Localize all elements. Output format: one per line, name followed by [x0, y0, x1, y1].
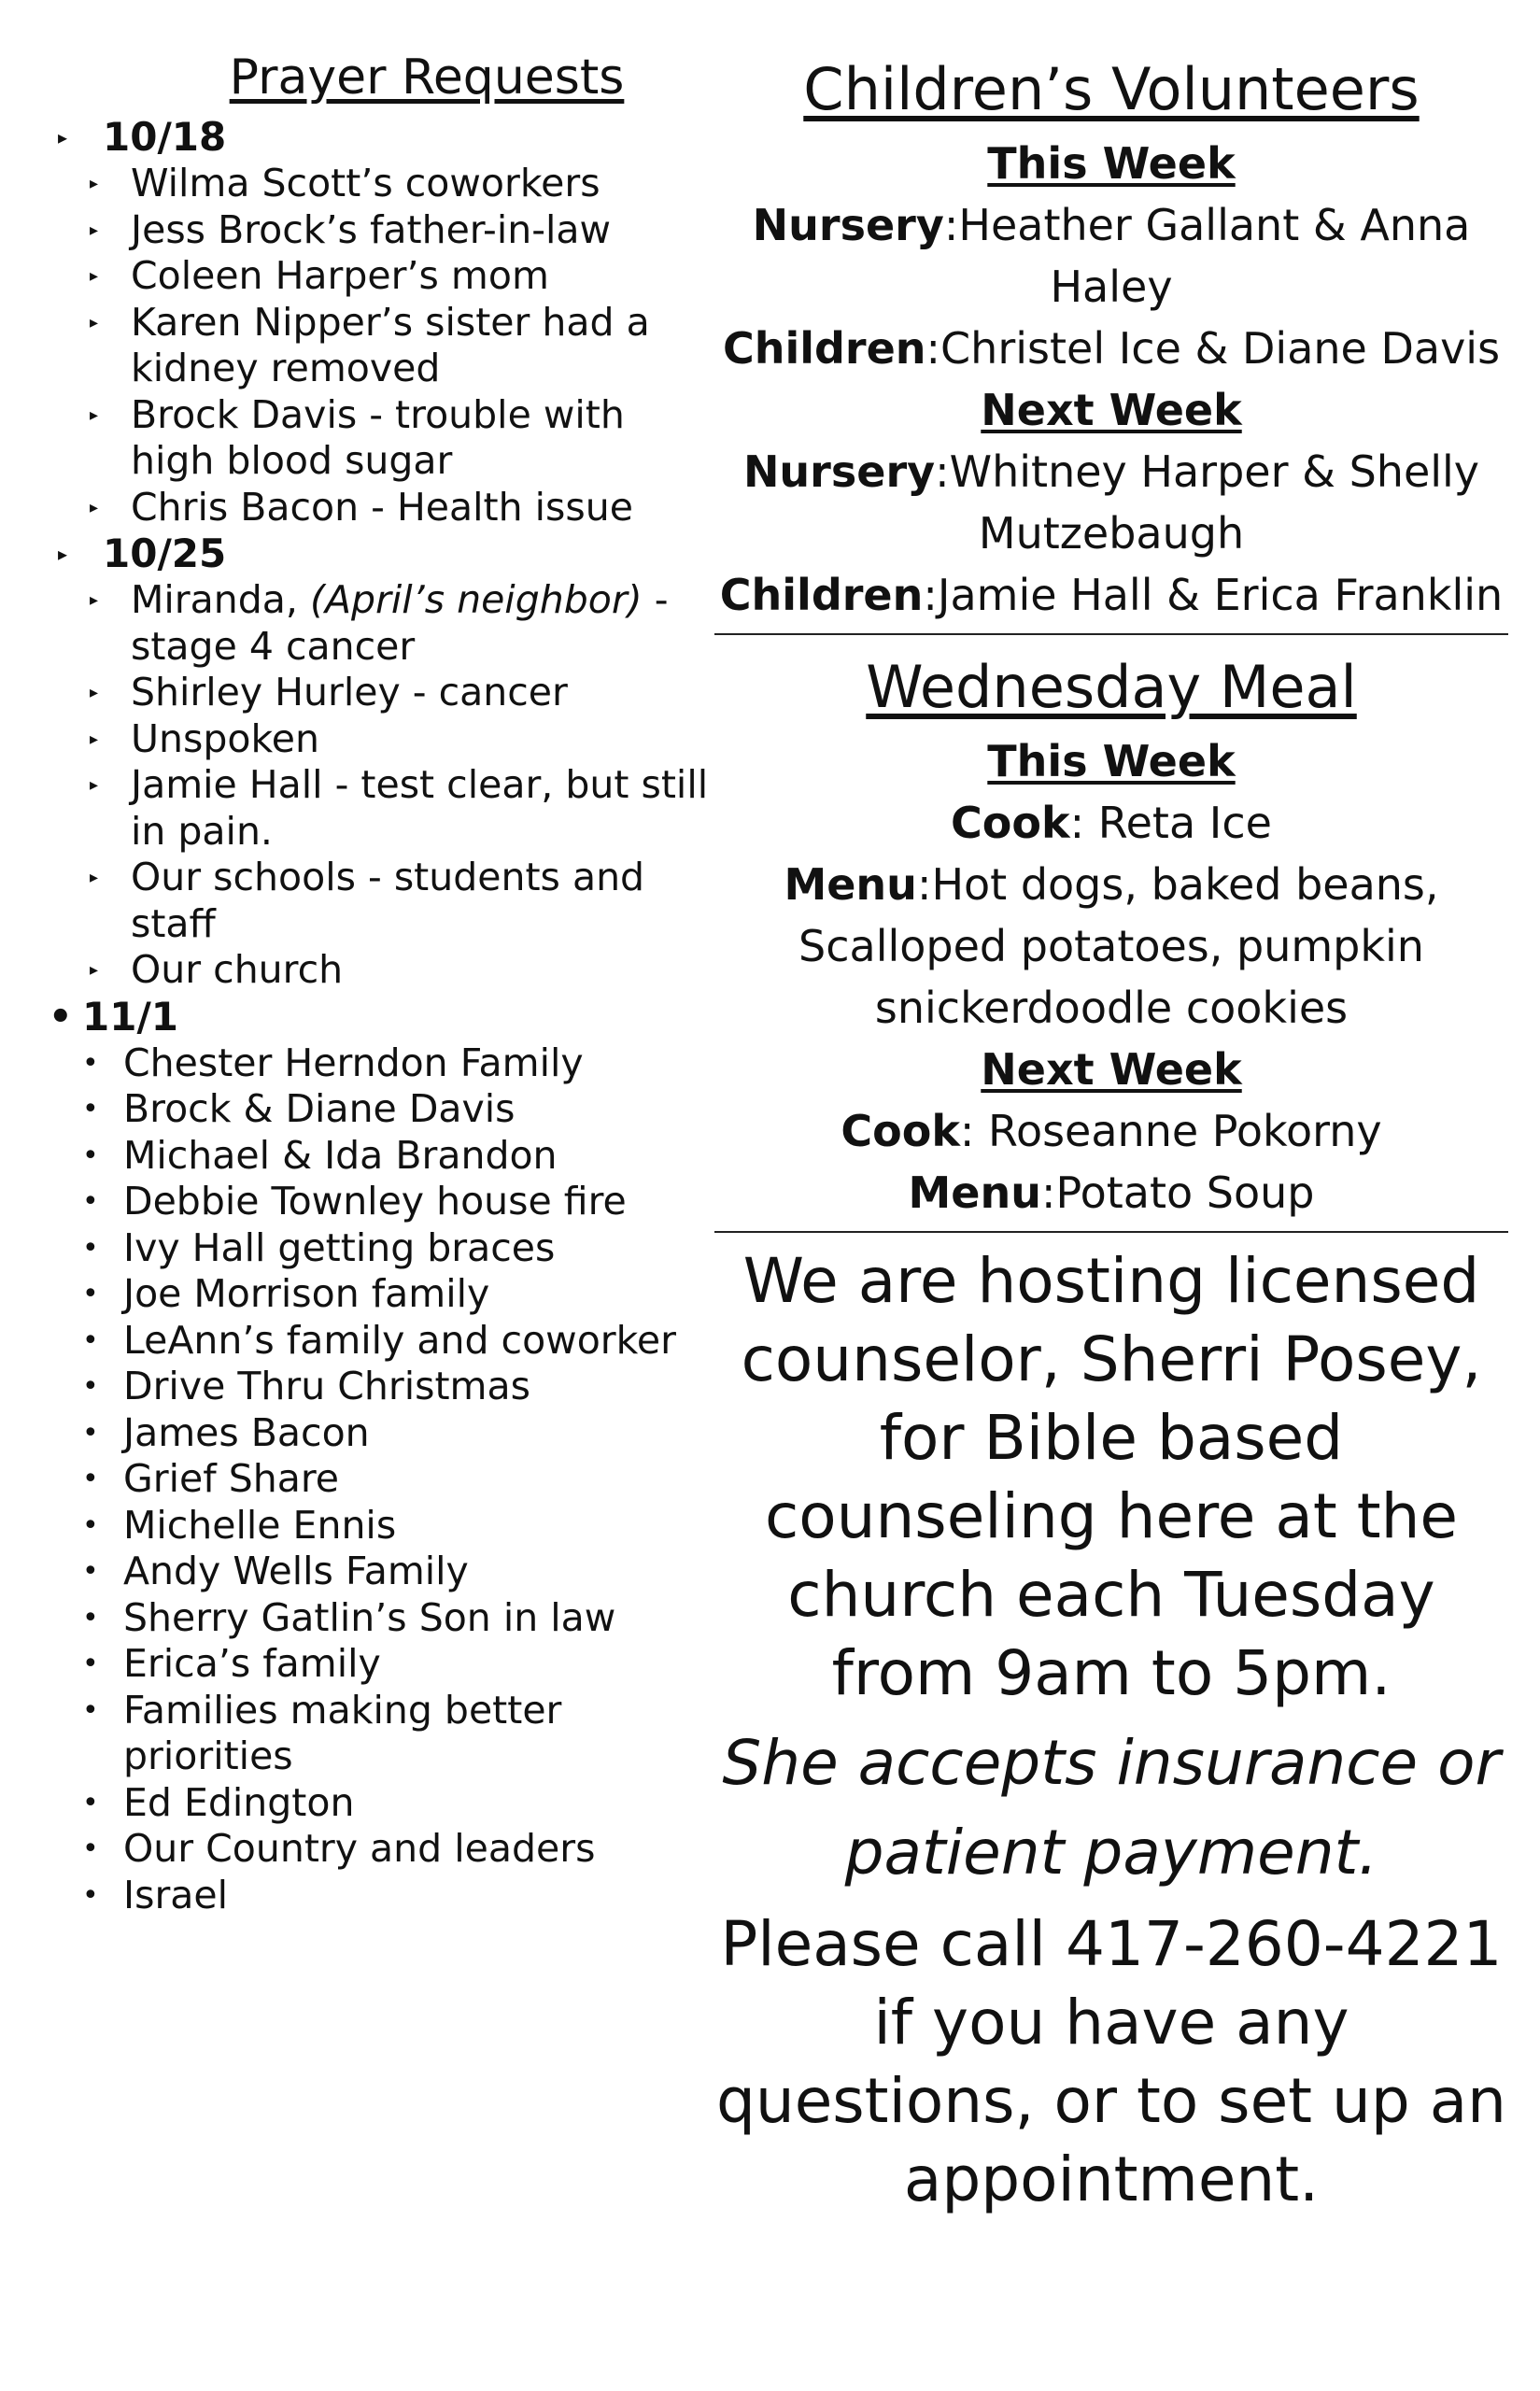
triangle-bullet-icon: ▸ [90, 775, 99, 795]
list-item: ▸ Miranda, (April’s neighbor) - stage 4 cancer [49, 577, 712, 670]
list-item: • Sherry Gatlin’s Son in law [49, 1595, 712, 1642]
children-this-week: Children:Christel Ice & Diane Davis [722, 323, 1501, 374]
list-item: • Israel [49, 1873, 712, 1919]
menu-next-week: Menu:Potato Soup [908, 1167, 1315, 1218]
triangle-bullet-icon: ▸ [90, 404, 99, 425]
prayer-group-11-1 [49, 994, 712, 1919]
bullet-icon: • [82, 1278, 99, 1310]
triangle-bullet-icon: ▸ [90, 590, 99, 610]
list-item: • LeAnn’s family and coworker [49, 1318, 712, 1365]
list-item: • Ivy Hall getting braces [49, 1225, 712, 1272]
counseling-contact: Please call 417-260-4221 if you have any questions, or to set up an appointment. [715, 1908, 1507, 2215]
counseling-insurance: She accepts insurance or patient payment. [722, 1727, 1501, 1889]
next-week-heading: Next Week [981, 1044, 1242, 1095]
triangle-bullet-icon: ▸ [90, 266, 99, 286]
nursery-next-week: Nursery:Whitney Harper & Shelly Mutzebaugh [742, 446, 1480, 559]
bullet-icon: • [82, 1046, 99, 1080]
cook-next-week: Cook: Roseanne Pokorny [841, 1106, 1382, 1156]
list-item: • Brock & Diane Davis [49, 1086, 712, 1133]
cook-this-week: Cook: Reta Ice [951, 798, 1272, 848]
list-item: • Ed Edington [49, 1780, 712, 1827]
bullet-icon: • [82, 1370, 99, 1403]
bullet-icon: • [82, 1555, 99, 1588]
bullet-icon: • [82, 1508, 99, 1542]
prayer-requests-section [49, 47, 712, 1918]
bullet-icon: • [82, 1231, 99, 1265]
menu-this-week: Menu:Hot dogs, baked beans, Scalloped potatoes, pumpkin snickerdoodle cookies [784, 859, 1439, 1033]
list-item: • Debbie Townley house fire [49, 1179, 712, 1225]
wednesday-meal-section [714, 644, 1508, 1224]
this-week-heading: This Week [987, 138, 1236, 189]
list-item: • Andy Wells Family [49, 1549, 712, 1595]
list-item: • Joe Morrison family [49, 1271, 712, 1318]
list-item: ▸ Our schools - students and staff [49, 855, 712, 947]
section-divider [714, 1231, 1508, 1233]
list-item: ▸ Shirley Hurley - cancer [49, 670, 712, 716]
wednesday-meal-title: Wednesday Meal [866, 653, 1357, 721]
triangle-bullet-icon: ▸ [90, 683, 99, 702]
prayer-group-10-18 [49, 114, 712, 531]
bullet-icon: • [82, 1323, 99, 1357]
bullet-icon: • [82, 1648, 99, 1680]
triangle-bullet-icon: ▸ [90, 174, 99, 193]
list-item: ▸ Coleen Harper’s mom [49, 253, 712, 300]
prayer-list-11-1 [49, 1040, 712, 1919]
bullet-icon: • [82, 1786, 99, 1819]
bullet-icon: • [82, 1693, 99, 1727]
triangle-bullet-icon: ▸ [58, 126, 68, 149]
prayer-date: ▸ 10/25 [49, 531, 712, 577]
list-item: ▸ Jess Brock’s father-in-law [49, 207, 712, 254]
counseling-notice [714, 1242, 1508, 2219]
list-item: ▸ Karen Nipper’s sister had a kidney removed [49, 300, 712, 392]
triangle-bullet-icon: ▸ [90, 960, 99, 980]
bullet-icon: • [82, 1601, 99, 1634]
triangle-bullet-icon: ▸ [58, 543, 68, 565]
bullet-icon: • [82, 1878, 99, 1912]
counseling-intro: We are hosting licensed counselor, Sherri Posey, for Bible based counseling here at the church each Tuesday from 9am to 5pm. [741, 1245, 1482, 1709]
list-item: • Drive Thru Christmas [49, 1364, 712, 1410]
bullet-icon: • [82, 1832, 99, 1865]
prayer-requests-title: Prayer Requests [229, 50, 625, 106]
bullet-icon: • [82, 1185, 99, 1218]
bullet-icon: • [49, 995, 73, 1039]
list-item: ▸ Wilma Scott’s coworkers [49, 161, 712, 207]
list-item: ▸ Brock Davis - trouble with high blood sugar [49, 392, 712, 485]
list-item: ▸ Chris Bacon - Health issue [49, 485, 712, 531]
list-item: • Grief Share [49, 1456, 712, 1503]
right-column [714, 47, 1508, 2219]
bullet-icon: • [82, 1093, 99, 1125]
bullet-icon: • [82, 1139, 99, 1172]
nursery-this-week: Nursery:Heather Gallant & Anna Haley [752, 200, 1471, 312]
triangle-bullet-icon: ▸ [90, 868, 99, 887]
this-week-heading: This Week [987, 736, 1236, 786]
triangle-bullet-icon: ▸ [90, 219, 99, 240]
list-item: • Michael & Ida Brandon [49, 1133, 712, 1180]
list-item: • Our Country and leaders [49, 1826, 712, 1873]
list-item: • James Bacon [49, 1410, 712, 1457]
list-item: • Erica’s family [49, 1641, 712, 1688]
next-week-heading: Next Week [981, 385, 1242, 435]
bullet-icon: • [82, 1463, 99, 1495]
childrens-volunteers-title: Children’s Volunteers [803, 55, 1420, 123]
list-item: ▸ Jamie Hall - test clear, but still in pain. [49, 762, 712, 855]
triangle-bullet-icon: ▸ [90, 729, 99, 749]
list-item: ▸ Our church [49, 947, 712, 994]
list-item: • Michelle Ennis [49, 1503, 712, 1549]
section-divider [714, 633, 1508, 635]
bullet-icon: • [82, 1416, 99, 1450]
list-item: • Families making better priorities [49, 1688, 712, 1780]
triangle-bullet-icon: ▸ [90, 497, 99, 517]
prayer-group-10-25 [49, 531, 712, 994]
childrens-volunteers-section [714, 47, 1508, 626]
prayer-date: ▸ 10/18 [49, 114, 712, 161]
list-item: • Chester Herndon Family [49, 1040, 712, 1087]
children-next-week: Children:Jamie Hall & Erica Franklin [719, 570, 1504, 620]
prayer-date: • 11/1 [49, 993, 179, 1040]
list-item: ▸ Unspoken [49, 716, 712, 763]
triangle-bullet-icon: ▸ [90, 312, 99, 332]
